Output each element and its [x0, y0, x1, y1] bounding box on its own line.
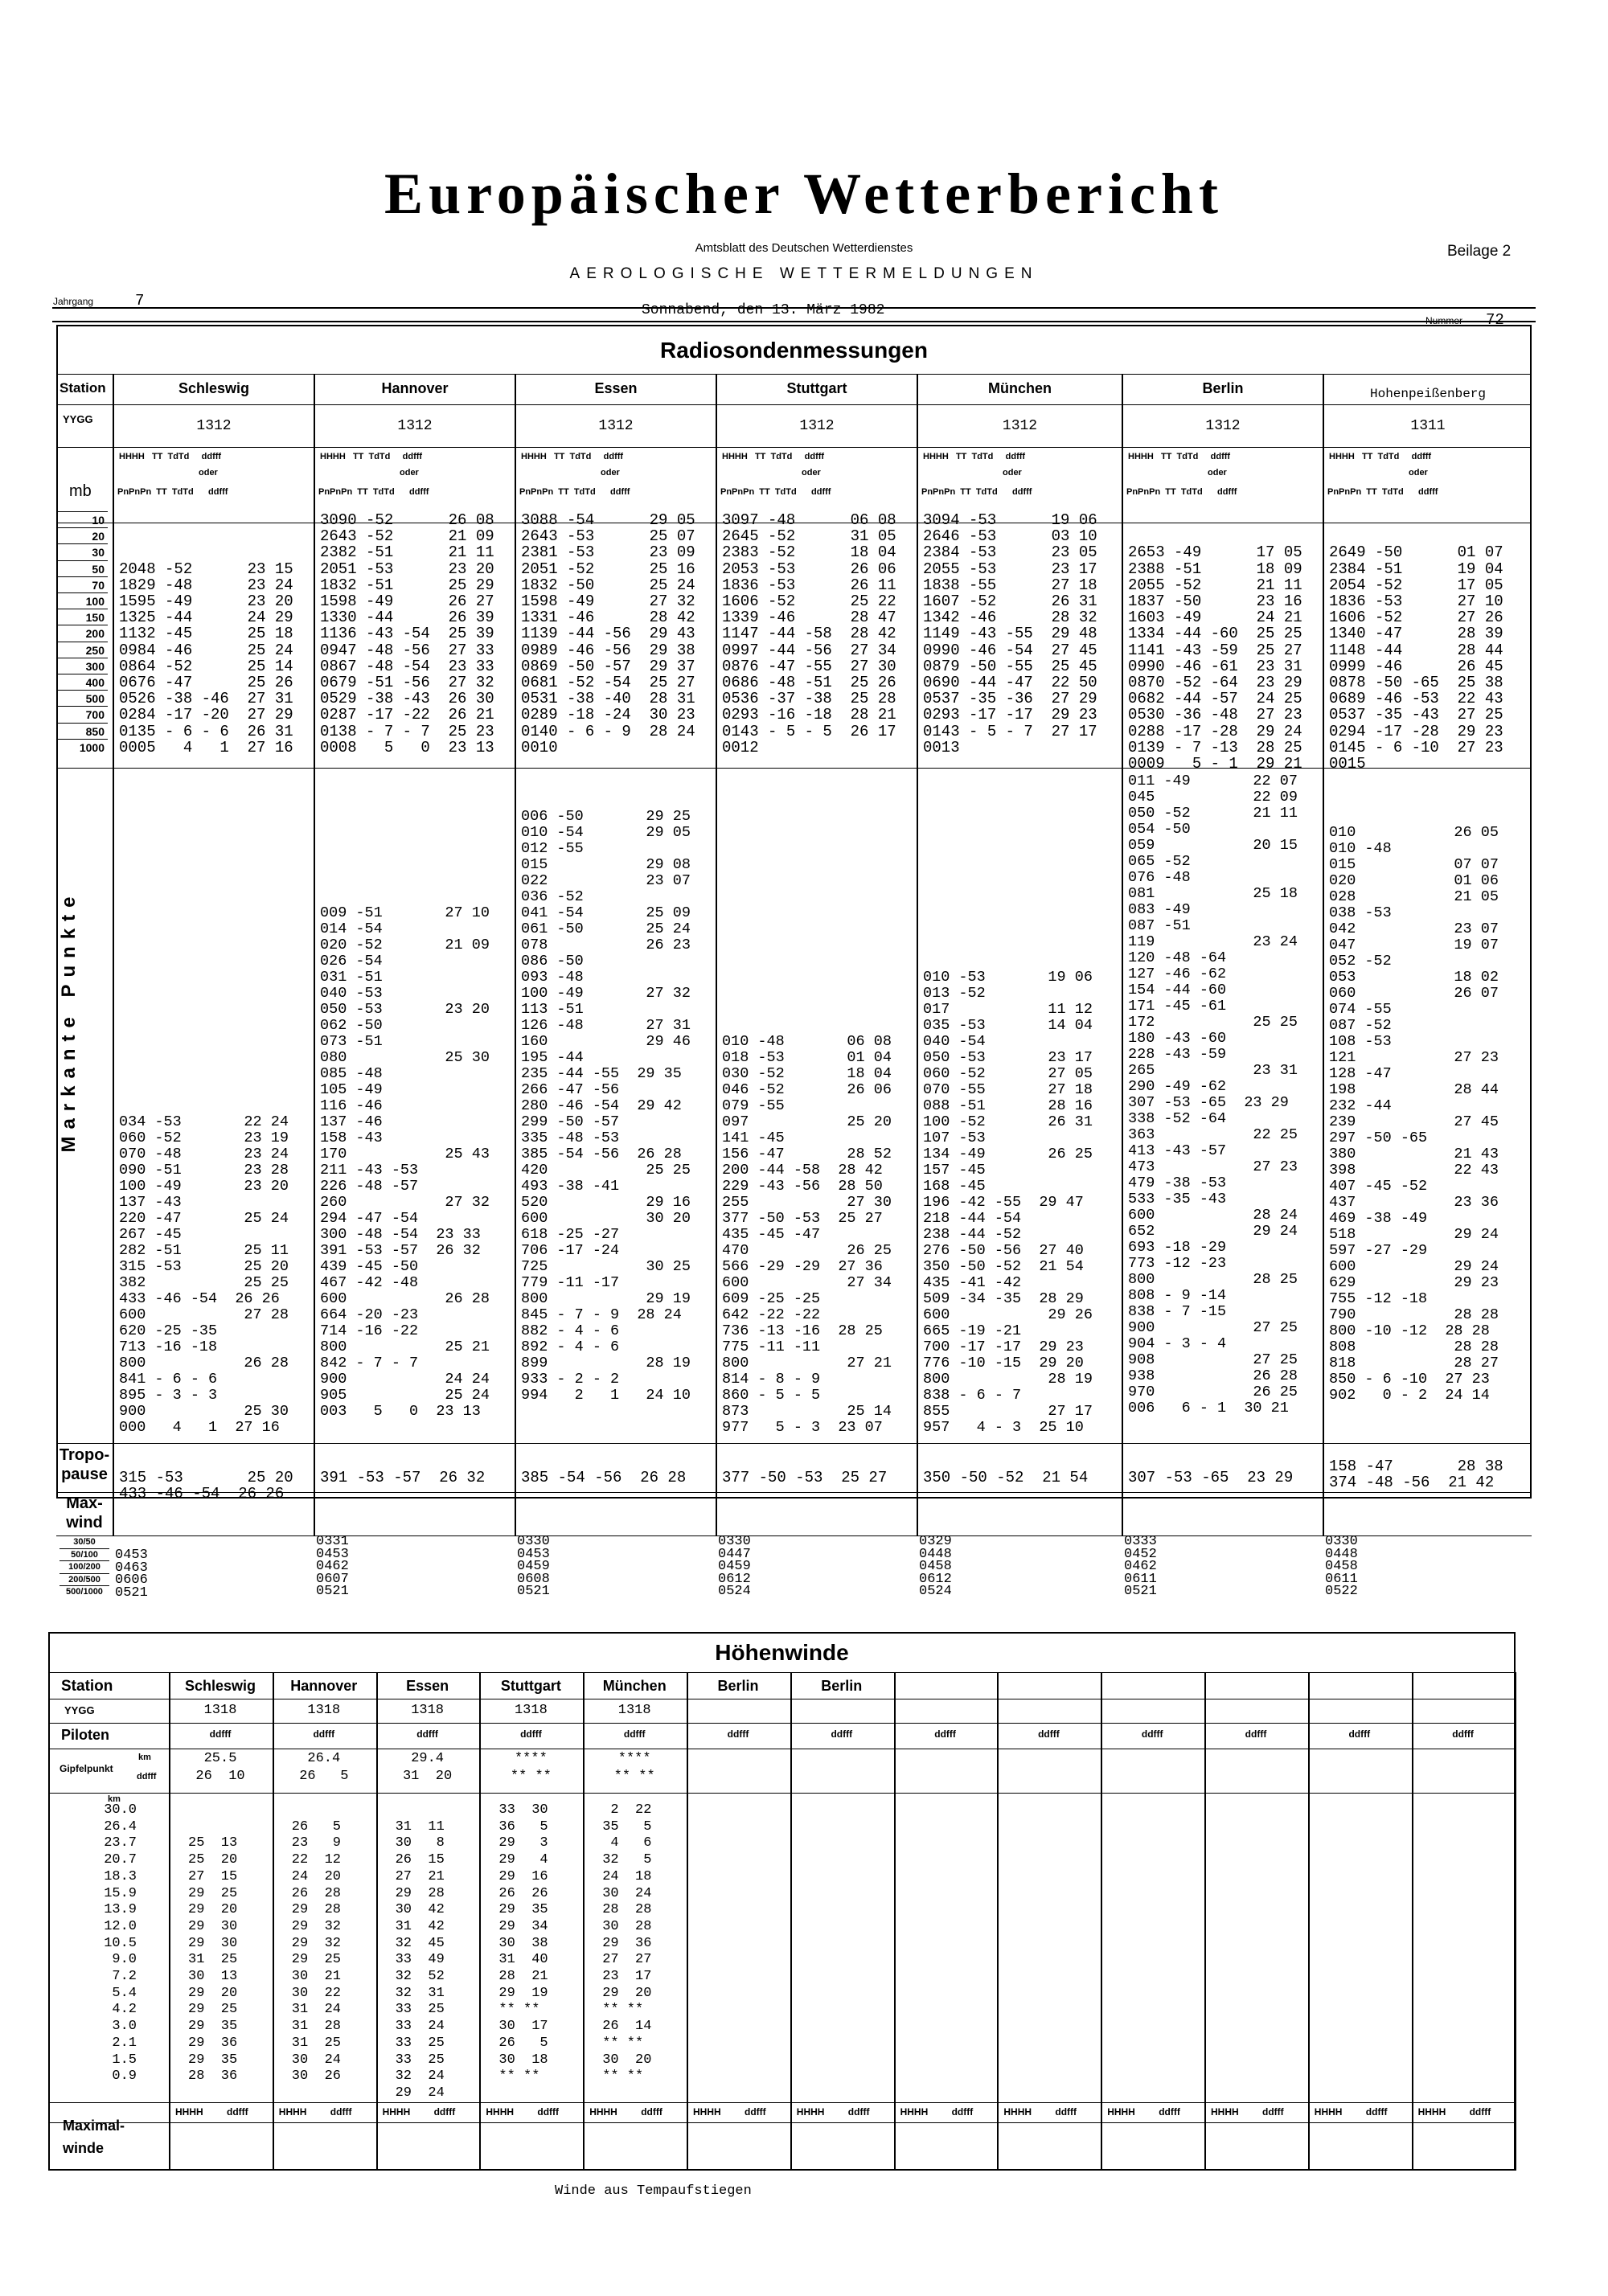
hw-wind-column: 33 30 36 5 29 3 29 4 29 16 26 26 29 35 29 34 30 38 31 40 28 21 29 19 ** ** 30 17 26 5 30 18 ** ** [498, 1802, 548, 2085]
significant-level-data: 010 -48 06 08 018 -53 01 04 030 -52 18 04 046 -52 26 06 079 -55 097 25 20 141 -45 156 -47 28 52 200 -44 -58 28 42 229 -43 -56 28 50 255 27 30 377 -50 -53 25 27 435 -45 -47 470 26 25 566 -29 -29 27 36 600 27 34 609 -25 -25 642 -22 -22 736 -13 -16 28 25 775 -11 -11 800 27 21 814 - 8 - 9 860 - 5 - 5 873 25 14 977 5 - 3 23 07 [722, 1033, 892, 1436]
hw-ddfff-header: ddfff [847, 2106, 870, 2118]
hw-hhhh-header: HHHH [796, 2106, 825, 2118]
section-title: AEROLOGISCHE WETTERMELDUNGEN [569, 265, 1039, 282]
hw-ddfff-header: ddfff [330, 2106, 352, 2118]
hw-ddfff-header: ddfff [227, 2106, 248, 2118]
hw-altitudes: 30.0 26.4 23.7 20.7 18.3 15.9 13.9 12.0 10.5 9.0 7.2 5.4 4.2 3.0 2.1 1.5 0.9 [104, 1802, 137, 2085]
subtitle: Amtsblatt des Deutschen Wetterdienstes [695, 241, 913, 255]
column-rule [716, 374, 717, 1535]
header-rule-bottom [52, 321, 1536, 322]
label-markante-punkte [58, 828, 82, 1214]
footer-note: Winde aus Tempaufstiegen [555, 2183, 752, 2199]
gipfel-ddfff: 26 5 [299, 1769, 349, 1784]
hw-ddfff-header: ddfff [1452, 1728, 1474, 1740]
shear-layer-label: 30/50 [59, 1535, 109, 1548]
col-head-bottom: PnPnPn TT TdTd ddfff [720, 487, 831, 497]
hw-ddfff-header: ddfff [831, 1728, 853, 1740]
row-rule [56, 1443, 1532, 1444]
gipfel-km: 25.5 [203, 1751, 237, 1766]
col-head-oder: oder [601, 468, 620, 478]
significant-level-data: 011 -49 22 07 045 22 09 050 -52 21 11 054 -50 059 20 15 065 -52 076 -48 081 25 18 083 -49 087 -51 119 23 24 120 -48 -64 127 -46 -62 154 -44 -60 171 -45 -61 172 25 25 180 -43 -60 228 -43 -59 265 23 31 290 -49 -62 307 -53 -65 23 29 338 -52 -64 363 22 25 413 -43 -57 473 27 23 479 -38 -53 533 -35 -43 600 28 24 652 29 24 693 -18 -29 773 -12 -23 800 28 25 808 - 9 -14 838 - 7 -15 900 27 25 904 - 3 - 4 908 27 25 938 26 28 970 26 25 006 6 - 1 30 21 [1128, 773, 1298, 1417]
hw-ddfff-header: ddfff [623, 1728, 646, 1740]
hw-ddfff-header: ddfff [416, 1728, 438, 1740]
col-head-bottom: PnPnPn TT TdTd ddfff [921, 487, 1032, 497]
row-rule [48, 1793, 1516, 1794]
tropopause-data: 377 -50 -53 25 27 [722, 1469, 888, 1486]
station-yygg: 1312 [196, 418, 232, 434]
hw-hhhh-header: HHHH [693, 2106, 721, 2118]
hw-ddfff-header: ddfff [1469, 2106, 1491, 2118]
hw-ddfff-header: ddfff [1141, 1728, 1163, 1740]
col-head-bottom: PnPnPn TT TdTd ddfff [519, 487, 630, 497]
tropopause-data: 307 -53 -65 23 29 [1128, 1469, 1294, 1486]
hw-hhhh-header: HHHH [175, 2106, 203, 2118]
pressure-level: 700 [58, 706, 108, 722]
column-rule [1308, 1672, 1310, 2171]
hoehenwinde-title: Höhenwinde [715, 1640, 849, 1665]
row-rule [56, 374, 1532, 375]
column-rule [1122, 374, 1123, 1535]
hw-ddfff-header: ddfff [313, 1728, 335, 1740]
shear-data: 0453 0463 0606 0521 [115, 1548, 148, 1601]
gipfel-ddfff: 26 10 [195, 1769, 245, 1784]
hw-ddfff-header: ddfff [745, 2106, 766, 2118]
label-tropopause: Tropo- pause [59, 1446, 110, 1483]
hw-station-name: Stuttgart [500, 1678, 561, 1694]
column-rule [314, 374, 315, 1535]
tropopause-data: 350 -50 -52 21 54 [923, 1469, 1089, 1486]
hw-ddfff-header: ddfff [1365, 2106, 1388, 2118]
hw-wind-column: 26 5 23 9 22 12 24 20 26 28 29 28 29 32 29 32 29 25 30 21 30 22 31 24 31 28 31 25 30 24 30 26 [291, 1818, 342, 2085]
col-head-top: HHHH TT TdTd ddfff [1128, 452, 1231, 461]
hw-station-name: Essen [406, 1678, 449, 1694]
pressure-level: 70 [58, 576, 108, 592]
gipfel-ddfff: 31 20 [402, 1769, 453, 1784]
pressure-level: 250 [58, 642, 108, 658]
col-head-top: HHHH TT TdTd ddfff [722, 452, 825, 461]
pressure-level: 400 [58, 674, 108, 690]
column-rule [1515, 1672, 1516, 2171]
hw-station-yygg: 1318 [617, 1703, 651, 1718]
hw-ddfff-header: ddfff [1262, 2106, 1284, 2118]
pressure-level: 100 [58, 592, 108, 609]
gipfel-km: 26.4 [307, 1751, 341, 1766]
tropopause-data: 391 -53 -57 26 32 [320, 1469, 486, 1486]
hw-wind-column: 31 11 30 8 26 15 27 21 29 28 30 42 31 42 32 45 33 49 32 52 32 31 33 25 33 24 33 25 33 25 32 24 29 24 [395, 1818, 445, 2101]
pressure-level: 200 [58, 625, 108, 641]
row-rule [56, 768, 1532, 769]
label-yygg: YYGG [63, 413, 93, 425]
hw-ddfff-header: ddfff [520, 1728, 542, 1740]
column-rule [997, 1672, 999, 2171]
supplement-label: Beilage 2 [1447, 243, 1512, 260]
col-head-top: HHHH TT TdTd ddfff [320, 452, 423, 461]
column-rule [515, 374, 516, 1535]
gipfel-km: **** [514, 1751, 548, 1766]
gipfel-ddfff: ** ** [510, 1769, 552, 1784]
standard-level-data: 3090 -52 26 08 2643 -52 21 09 2382 -51 21 11 2051 -53 23 20 1832 -51 25 29 1598 -49 26 27 1330 -44 26 39 1136 -43 -54 25 39 0947 -48 -56 27 33 0867 -48 -54 23 33 0679 -51 -56 27 32 0529 -38 -43 26 30 0287 -17 -22 26 21 0138 - 7 - 7 25 23 0008 5 0 23 13 [320, 511, 494, 756]
station-yygg: 1312 [799, 418, 835, 434]
hw-station-yygg: 1318 [307, 1703, 341, 1718]
hw-station-name: Hannover [290, 1678, 358, 1694]
station-yygg: 1312 [1205, 418, 1241, 434]
gipfel-km: 29.4 [411, 1751, 444, 1766]
tropopause-data: 315 -53 25 20 433 -46 -54 26 26 [119, 1469, 293, 1503]
station-yygg: 1312 [397, 418, 433, 434]
pressure-level: 1000 [58, 739, 108, 755]
hw-hhhh-header: HHHH [382, 2106, 411, 2118]
column-rule [169, 1672, 170, 2171]
hw-ddfff-header: ddfff [209, 1728, 232, 1740]
station-name: Hohenpeißenberg [1369, 387, 1487, 401]
col-head-top: HHHH TT TdTd ddfff [521, 452, 624, 461]
pressure-level: 150 [58, 609, 108, 625]
issue-date: Sonnabend, den 13. März 1982 [642, 302, 885, 318]
pressure-level: 10 [58, 511, 108, 527]
hw-ddfff-header: ddfff [537, 2106, 560, 2118]
col-head-oder: oder [1003, 468, 1022, 478]
row-rule [48, 2122, 1516, 2123]
hw-hhhh-header: HHHH [278, 2106, 307, 2118]
row-rule [48, 1672, 1516, 1673]
column-rule [790, 1672, 792, 2171]
radiosonde-title: Radiosondenmessungen [660, 338, 928, 363]
col-head-top: HHHH TT TdTd ddfff [1329, 452, 1432, 461]
hw-ddfff-header: ddfff [1348, 1728, 1371, 1740]
hw-hhhh-header: HHHH [1314, 2106, 1343, 2118]
row-rule [48, 2102, 1516, 2103]
shear-data: 0330 0448 0458 0611 0522 [1325, 1534, 1358, 1599]
hw-ddfff-header: ddfff [934, 1728, 956, 1740]
shear-layer-label: 200/500 [59, 1573, 109, 1585]
standard-level-data: 2649 -50 01 07 2384 -51 19 04 2054 -52 17 05 1836 -53 27 10 1606 -52 27 26 1340 -47 28 39 1148 -44 28 44 0999 -46 26 45 0878 -50 -65 25 38 0689 -46 -53 22 43 0537 -35 -43 27 25 0294 -17 -28 29 23 0145 - 6 -10 27 23 0015 [1329, 543, 1503, 773]
shear-data: 0330 0447 0459 0612 0524 [718, 1534, 751, 1599]
significant-level-data: 009 -51 27 10 014 -54 020 -52 21 09 026 -54 031 -51 040 -53 050 -53 23 20 062 -50 073 -51 080 25 30 085 -48 105 -49 116 -46 137 -46 158 -43 170 25 43 211 -43 -53 226 -48 -57 260 27 32 294 -47 -54 300 -48 -54 23 33 391 -53 -57 26 32 439 -45 -50 467 -42 -48 600 26 28 664 -20 -23 714 -16 -22 800 25 21 842 - 7 - 7 900 24 24 905 25 24 003 5 0 23 13 [320, 904, 490, 1420]
hw-label-km: km [138, 1753, 151, 1762]
pressure-level: 850 [58, 723, 108, 739]
nummer-label: Nummer [1425, 315, 1463, 326]
column-rule [376, 1672, 378, 2171]
col-head-top: HHHH TT TdTd ddfff [119, 452, 222, 461]
col-head-oder: oder [1208, 468, 1227, 478]
row-rule [56, 404, 1532, 405]
label-mb: mb [69, 482, 92, 500]
station-name: Berlin [1202, 380, 1244, 396]
pressure-level: 500 [58, 690, 108, 706]
hw-label-km2: km [108, 1794, 121, 1804]
column-rule [113, 374, 114, 1535]
hw-label-yygg: YYGG [64, 1704, 95, 1716]
hw-label-piloten: Piloten [61, 1727, 110, 1743]
standard-level-data: 2048 -52 23 15 1829 -48 23 24 1595 -49 23 20 1325 -44 24 29 1132 -45 25 18 0984 -46 25 24 0864 -52 25 14 0676 -47 25 26 0526 -38 -46 27 31 0284 -17 -20 27 29 0135 - 6 - 6 26 31 0005 4 1 27 16 [119, 560, 293, 756]
column-rule [273, 1672, 274, 2171]
hw-hhhh-header: HHHH [900, 2106, 929, 2118]
pressure-level: 50 [58, 560, 108, 576]
gipfel-ddfff: ** ** [613, 1769, 655, 1784]
gipfel-km: **** [617, 1751, 651, 1766]
standard-level-data: 2653 -49 17 05 2388 -51 18 09 2055 -52 21 11 1837 -50 23 16 1603 -49 24 21 1334 -44 -60 25 25 1141 -43 -59 25 27 0990 -46 -61 23 31 0870 -52 -64 23 29 0682 -44 -57 24 25 0530 -36 -48 27 23 0288 -17 -28 29 24 0139 - 7 -13 28 25 0009 5 - 1 29 21 [1128, 543, 1302, 773]
hw-station-name: Berlin [821, 1678, 863, 1694]
hw-wind-column: 2 22 35 5 4 6 32 5 24 18 30 24 28 28 30 28 29 36 27 27 23 17 29 20 ** ** 26 14 ** ** 30 20 ** ** [602, 1802, 652, 2085]
tropopause-data: 158 -47 28 38 374 -48 -56 21 42 [1329, 1458, 1503, 1492]
label-maxwind: Max- wind [66, 1494, 103, 1531]
hw-ddfff-header: ddfff [641, 2106, 662, 2118]
hw-ddfff-header: ddfff [1055, 2106, 1077, 2118]
col-head-oder: oder [802, 468, 821, 478]
hw-station-yygg: 1318 [411, 1703, 444, 1718]
hw-wind-column: 25 13 25 20 27 15 29 25 29 20 29 30 29 30 31 25 30 13 29 20 29 25 29 35 29 36 29 35 28 36 [188, 1835, 238, 2085]
station-name: München [988, 380, 1052, 396]
label-markante-text: Markante Punkte [58, 889, 80, 1153]
hw-label-maximal: Maximal- winde [63, 2118, 125, 2156]
hw-ddfff-header: ddfff [1159, 2106, 1180, 2118]
pressure-level: 300 [58, 658, 108, 674]
col-head-top: HHHH TT TdTd ddfff [923, 452, 1026, 461]
newspaper-title: Europäischer Wetterbericht [384, 162, 1224, 226]
hw-station-name: Berlin [717, 1678, 759, 1694]
shear-data: 0329 0448 0458 0612 0524 [919, 1534, 952, 1599]
column-rule [894, 1672, 896, 2171]
hw-station-yygg: 1318 [514, 1703, 548, 1718]
column-rule [1412, 1672, 1413, 2171]
hw-label-station: Station [61, 1678, 113, 1695]
hw-hhhh-header: HHHH [1211, 2106, 1239, 2118]
hw-hhhh-header: HHHH [486, 2106, 515, 2118]
nummer-value: 72 [1486, 311, 1504, 329]
hw-ddfff-header: ddfff [1245, 1728, 1267, 1740]
column-rule [1101, 1672, 1102, 2171]
station-yygg: 1311 [1410, 418, 1446, 434]
station-yygg: 1312 [598, 418, 634, 434]
station-name: Essen [594, 380, 638, 396]
hw-hhhh-header: HHHH [1107, 2106, 1135, 2118]
hw-ddfff-header: ddfff [951, 2106, 974, 2118]
col-head-bottom: PnPnPn TT TdTd ddfff [1327, 487, 1438, 497]
jahrgang-value: 7 [135, 292, 145, 310]
label-station: Station [59, 380, 106, 396]
station-name: Hannover [381, 380, 449, 396]
col-head-bottom: PnPnPn TT TdTd ddfff [117, 487, 228, 497]
shear-layer-label: 50/100 [59, 1548, 109, 1560]
tropopause-data: 385 -54 -56 26 28 [521, 1469, 687, 1486]
pressure-level: 20 [58, 527, 108, 543]
station-name: Schleswig [178, 380, 250, 396]
hw-label-ddfff: ddfff [137, 1772, 157, 1781]
row-rule [48, 1723, 1516, 1724]
standard-level-data: 3094 -53 19 06 2646 -53 03 10 2384 -53 23 05 2055 -53 23 17 1838 -55 27 18 1607 -52 26 31 1342 -46 28 32 1149 -43 -55 29 48 0990 -46 -54 27 45 0879 -50 -55 25 45 0690 -44 -47 22 50 0537 -35 -36 27 29 0293 -17 -17 29 23 0143 - 5 - 7 27 17 0013 [923, 511, 1097, 756]
station-yygg: 1312 [1002, 418, 1038, 434]
hw-station-yygg: 1318 [203, 1703, 237, 1718]
column-rule [687, 1672, 688, 2171]
column-rule [583, 1672, 585, 2171]
row-rule [56, 1535, 1532, 1536]
jahrgang-label: Jahrgang [53, 296, 94, 307]
station-name: Stuttgart [786, 380, 847, 396]
pressure-level: 30 [58, 543, 108, 560]
col-head-bottom: PnPnPn TT TdTd ddfff [1126, 487, 1237, 497]
hw-station-name: Schleswig [184, 1678, 256, 1694]
column-rule [1323, 374, 1324, 1535]
hw-hhhh-header: HHHH [589, 2106, 617, 2118]
significant-level-data: 034 -53 22 24 060 -52 23 19 070 -48 23 24 090 -51 23 28 100 -49 23 20 137 -43 220 -47 25 24 267 -45 282 -51 25 11 315 -53 25 20 382 25 25 433 -46 -54 26 26 600 27 28 620 -25 -35 713 -16 -18 800 26 28 841 - 6 - 6 895 - 3 - 3 900 25 30 000 4 1 27 16 [119, 1113, 289, 1436]
hw-label-gipfel: Gipfelpunkt [59, 1763, 113, 1774]
hw-ddfff-header: ddfff [727, 1728, 749, 1740]
row-rule [56, 447, 1532, 448]
shear-layer-label: 500/1000 [59, 1585, 109, 1597]
column-rule [479, 1672, 481, 2171]
significant-level-data: 010 26 05 010 -48 015 07 07 020 01 06 028 21 05 038 -53 042 23 07 047 19 07 052 -52 053 18 02 060 26 07 074 -55 087 -52 108 -53 121 27 23 128 -47 198 28 44 232 -44 239 27 45 297 -50 -65 380 21 43 398 22 43 407 -45 -52 437 23 36 469 -38 -49 518 29 24 597 -27 -29 600 29 24 629 29 23 755 -12 -18 790 28 28 800 -10 -12 28 28 808 28 28 818 28 27 850 - 6 -10 27 23 902 0 - 2 24 14 [1329, 824, 1499, 1404]
col-head-oder: oder [199, 468, 218, 478]
col-head-oder: oder [1409, 468, 1428, 478]
hw-ddfff-header: ddfff [1038, 1728, 1060, 1740]
hw-ddfff-header: ddfff [433, 2106, 456, 2118]
column-rule [1204, 1672, 1206, 2171]
shear-data: 0331 0453 0462 0607 0521 [316, 1534, 349, 1599]
significant-level-data: 006 -50 29 25 010 -54 29 05 012 -55 015 29 08 022 23 07 036 -52 041 -54 25 09 061 -50 25 24 078 26 23 086 -50 093 -48 100 -49 27 32 113 -51 126 -48 27 31 160 29 46 195 -44 235 -44 -55 29 35 266 -47 -56 280 -46 -54 29 42 299 -50 -57 335 -48 -53 385 -54 -56 26 28 420 25 25 493 -38 -41 520 29 16 600 30 20 618 -25 -27 706 -17 -24 725 30 25 779 -11 -17 800 29 19 845 - 7 - 9 28 24 882 - 4 - 6 892 - 4 - 6 899 28 19 933 - 2 - 2 994 2 1 24 10 [521, 808, 691, 1404]
hw-hhhh-header: HHHH [1003, 2106, 1032, 2118]
hw-station-name: München [602, 1678, 667, 1694]
col-head-oder: oder [400, 468, 419, 478]
column-rule [917, 374, 918, 1535]
col-head-bottom: PnPnPn TT TdTd ddfff [318, 487, 429, 497]
hw-hhhh-header: HHHH [1417, 2106, 1446, 2118]
standard-level-data: 3097 -48 06 08 2645 -52 31 05 2383 -52 18 04 2053 -53 26 06 1836 -53 26 11 1606 -52 25 22 1339 -46 28 47 1147 -44 -58 28 42 0997 -44 -56 27 34 0876 -47 -55 27 30 0686 -48 -51 25 26 0536 -37 -38 25 28 0293 -16 -18 28 21 0143 - 5 - 5 26 17 0012 [722, 511, 896, 756]
significant-level-data: 010 -53 19 06 013 -52 017 11 12 035 -53 14 04 040 -54 050 -53 23 17 060 -52 27 05 070 -55 27 18 088 -51 28 16 100 -52 26 31 107 -53 134 -49 26 25 157 -45 168 -45 196 -42 -55 29 47 218 -44 -54 238 -44 -52 276 -50 -56 27 40 350 -50 -52 21 54 435 -41 -42 509 -34 -35 28 29 600 29 26 665 -19 -21 700 -17 -17 29 23 776 -10 -15 29 20 800 28 19 838 - 6 - 7 855 27 17 957 4 - 3 25 10 [923, 969, 1093, 1436]
standard-level-data: 3088 -54 29 05 2643 -53 25 07 2381 -53 23 09 2051 -52 25 16 1832 -50 25 24 1598 -49 27 32 1331 -46 28 42 1139 -44 -56 29 43 0989 -46 -56 29 38 0869 -50 -57 29 37 0681 -52 -54 25 27 0531 -38 -40 28 31 0289 -18 -24 30 23 0140 - 6 - 9 28 24 0010 [521, 511, 695, 756]
shear-data: 0333 0452 0462 0611 0521 [1124, 1534, 1157, 1599]
shear-data: 0330 0453 0459 0608 0521 [517, 1534, 550, 1599]
shear-layer-label: 100/200 [59, 1560, 109, 1572]
